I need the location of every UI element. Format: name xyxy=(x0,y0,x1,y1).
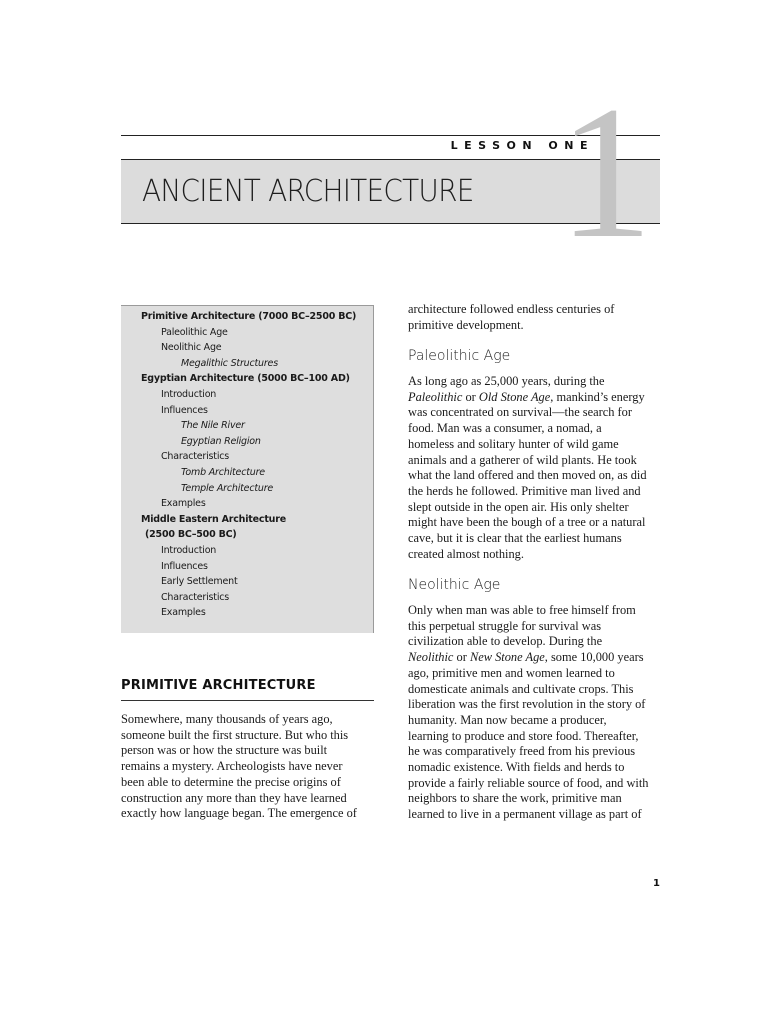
toc-item: Characteristics xyxy=(161,591,230,603)
term-neolithic: Neolithic xyxy=(408,650,454,665)
toc-item: Paleolithic Age xyxy=(161,326,228,338)
chapter-title: ANCIENT ARCHITECTURE xyxy=(142,174,474,209)
text-line: nomadic existence. With fields and herds to xyxy=(408,760,625,775)
lesson-numeral: 1 xyxy=(558,68,653,278)
text-fragment: , mankind’s energy xyxy=(550,389,645,404)
text-line: learning to produce and store food. Thereafter, xyxy=(408,728,639,743)
text-line: civilization able to develop. During the xyxy=(408,634,603,649)
text-fragment: , some 10,000 years xyxy=(544,650,644,665)
text-line: person was or how the structure was built xyxy=(121,743,328,758)
text-line: exactly how language began. The emergence of xyxy=(121,806,357,821)
text-line: As long ago as 25,000 years, during the xyxy=(408,374,605,388)
intro-continuation-paragraph xyxy=(408,302,614,333)
text-line: neighbors to share the work, primitive man xyxy=(408,791,622,806)
toc-item: Characteristics xyxy=(161,451,230,463)
term-new-stone-age: New Stone Age xyxy=(469,650,545,665)
term-old-stone-age: Old Stone Age xyxy=(478,389,551,404)
text-line: domesticate animals and cultivate crops. This xyxy=(408,681,634,696)
text-line: created almost nothing. xyxy=(408,546,524,561)
toc-item: Introduction xyxy=(161,545,217,556)
text-line: he was comparatively freed from his previous xyxy=(408,744,636,759)
toc-item: Influences xyxy=(161,404,208,416)
term-paleolithic: Paleolithic xyxy=(408,389,463,404)
paleolithic-paragraph xyxy=(408,374,647,562)
text-line: homeless and solitary hunter of wild game xyxy=(408,436,619,451)
toc-item: Examples xyxy=(161,607,206,619)
subheading-paleolithic-age: Paleolithic Age xyxy=(408,348,511,364)
section-heading-rule xyxy=(121,700,374,701)
toc-item: Introduction xyxy=(161,389,217,400)
toc-item: Egyptian Religion xyxy=(181,435,261,447)
toc-item: Influences xyxy=(161,560,208,572)
text-line: primitive development. xyxy=(408,317,524,332)
subheading-neolithic-age: Neolithic Age xyxy=(408,577,501,593)
text-line: the herds he followed. Primitive man lived and xyxy=(408,483,641,498)
text-line: learned to live in a permanent village as part of xyxy=(408,807,642,822)
text-line: what the land offered and then moved on, as did xyxy=(408,468,647,483)
toc-item: (2500 BC–500 BC) xyxy=(145,529,237,541)
toc-item: Megalithic Structures xyxy=(181,357,278,369)
text-line: construction any more than they have learned xyxy=(121,790,347,805)
page-number: 1 xyxy=(653,878,660,889)
text-line: liberation was the first revolution in the story of xyxy=(408,697,646,712)
text-line: ago, primitive men and women learned to xyxy=(408,665,615,680)
text-line: Somewhere, many thousands of years ago, xyxy=(121,712,333,726)
text-line: been able to determine the precise origins of xyxy=(121,774,341,789)
primitive-architecture-paragraph xyxy=(121,712,357,822)
text-line: might have been the bough of a tree or a natural xyxy=(408,515,646,530)
toc-item: Temple Architecture xyxy=(181,482,274,494)
text-line: Only when man was able to free himself from xyxy=(408,603,636,617)
text-line xyxy=(408,390,647,406)
lesson-contents-box xyxy=(121,305,374,633)
toc-item: Tomb Architecture xyxy=(181,467,265,478)
text-line: provide a fairly reliable source of food, and with xyxy=(408,775,649,790)
text-fragment: or xyxy=(462,389,479,404)
toc-item: Examples xyxy=(161,498,206,510)
text-line: animals and a gatherer of wild plants. He took xyxy=(408,452,637,467)
toc-item: Primitive Architecture (7000 BC–2500 BC) xyxy=(141,311,357,322)
toc-item: Neolithic Age xyxy=(161,342,222,354)
text-line: humanity. Man now became a producer, xyxy=(408,712,607,727)
toc-item: Early Settlement xyxy=(161,576,238,588)
text-line: cave, but it is clear that the earliest humans xyxy=(408,531,622,546)
text-line: slept outside in the open air. His only shelter xyxy=(408,499,629,514)
lesson-label: LESSON ONE xyxy=(450,139,594,152)
text-line: remains a mystery. Archeologists have never xyxy=(121,759,343,774)
text-line: was concentrated on survival—the search for xyxy=(408,405,632,420)
toc-item: Egyptian Architecture (5000 BC–100 AD) xyxy=(141,373,350,385)
text-fragment: or xyxy=(453,650,470,665)
neolithic-paragraph xyxy=(408,603,649,823)
toc-item: The Nile River xyxy=(181,420,245,432)
text-line: food. Man was a consumer, a nomad, a xyxy=(408,421,602,436)
toc-item: Middle Eastern Architecture xyxy=(141,513,286,525)
text-line: this perpetual struggle for survival was xyxy=(408,618,602,633)
text-line xyxy=(408,650,649,666)
section-heading-primitive-architecture: PRIMITIVE ARCHITECTURE xyxy=(121,678,316,693)
text-line: architecture followed endless centuries of xyxy=(408,302,615,316)
text-line: someone built the first structure. But who this xyxy=(121,727,349,742)
